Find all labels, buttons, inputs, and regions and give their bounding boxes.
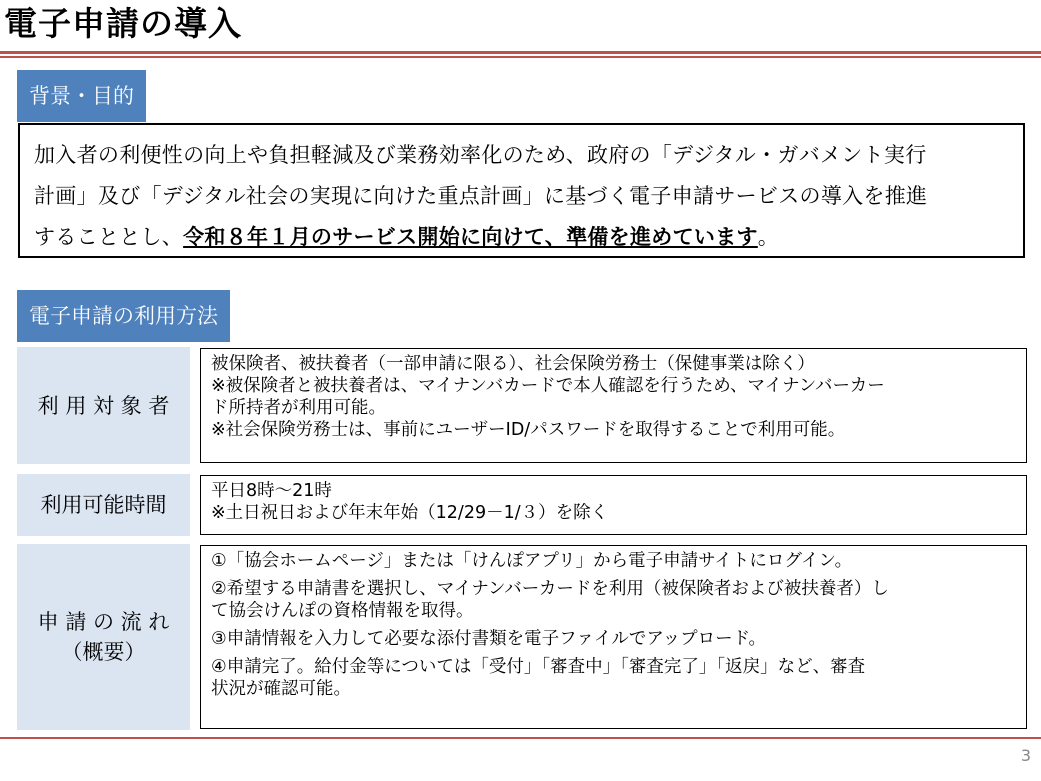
title-divider-secondary (0, 56, 1041, 58)
application-flow-sublabel: （概要） (61, 640, 146, 664)
eligible-users-line: ※被保険者と被扶養者は、マイナンバカードで本人確認を行うため、マイナンバーカー (211, 376, 885, 396)
eligible-users-line: ド所持者が利用可能。 (211, 398, 386, 418)
background-line-2: 計画」及び「デジタル社会の実現に向けた重点計画」に基づく電子申請サービスの導入を推進 (34, 184, 928, 208)
eligible-users-line: ※社会保険労務士は、事前にユーザーID/パスワードを取得することで利用可能。 (211, 420, 846, 440)
flow-step-1: ①「協会ホームページ」または「けんぽアプリ」から電子申請サイトにログイン。 (211, 551, 853, 571)
flow-step-2: ②希望する申請書を選択し、マイナンバーカードを利用（被保険者および被扶養者）し (211, 579, 889, 599)
title-divider (0, 51, 1041, 54)
section-tag-usage: 電子申請の利用方法 (17, 290, 230, 342)
flow-step-4: ④申請完了。給付金等については「受付」「審査中」「審査完了」「返戻」など、審査 (211, 657, 866, 677)
row-label-available-hours: 利用可能時間 (17, 474, 190, 536)
available-hours-box (200, 475, 1027, 535)
background-text-box (18, 123, 1025, 258)
flow-step-3: ③申請情報を入力して必要な添付書類を電子ファイルでアップロード。 (211, 629, 767, 649)
eligible-users-line: 被保険者、被扶養者（一部申請に限る）、社会保険労務士（保健事業は除く） (211, 354, 815, 374)
flow-step-2-cont: て協会けんぽの資格情報を取得。 (211, 601, 474, 621)
section-tag-background: 背景・目的 (17, 70, 146, 122)
background-line-3-text: することとし、 (34, 225, 184, 249)
footer-divider (0, 737, 1041, 739)
flow-step-4-cont: 状況が確認可能。 (211, 679, 351, 699)
available-hours-line: 平日8時～21時 (211, 481, 332, 501)
row-label-eligible-users: 利 用 対 象 者 (17, 347, 190, 464)
row-label-application-flow (17, 544, 190, 730)
background-line-3 (34, 217, 1009, 258)
background-emphasis: 令和８年１月のサービス開始に向けて、準備を進めています (183, 225, 758, 249)
eligible-users-box (200, 348, 1027, 463)
page-title: 電子申請の導入 (4, 4, 242, 43)
page-number: 3 (1020, 746, 1031, 765)
background-line-3-end: 。 (757, 225, 780, 249)
available-hours-line: ※土日祝日および年末年始（12/29－1/３）を除く (211, 503, 609, 523)
application-flow-label: 申 請 の 流 れ (37, 610, 170, 634)
background-line-1: 加入者の利便性の向上や負担軽減及び業務効率化のため、政府の「デジタル・ガバメント実行 (34, 143, 927, 167)
application-flow-box (200, 545, 1027, 729)
